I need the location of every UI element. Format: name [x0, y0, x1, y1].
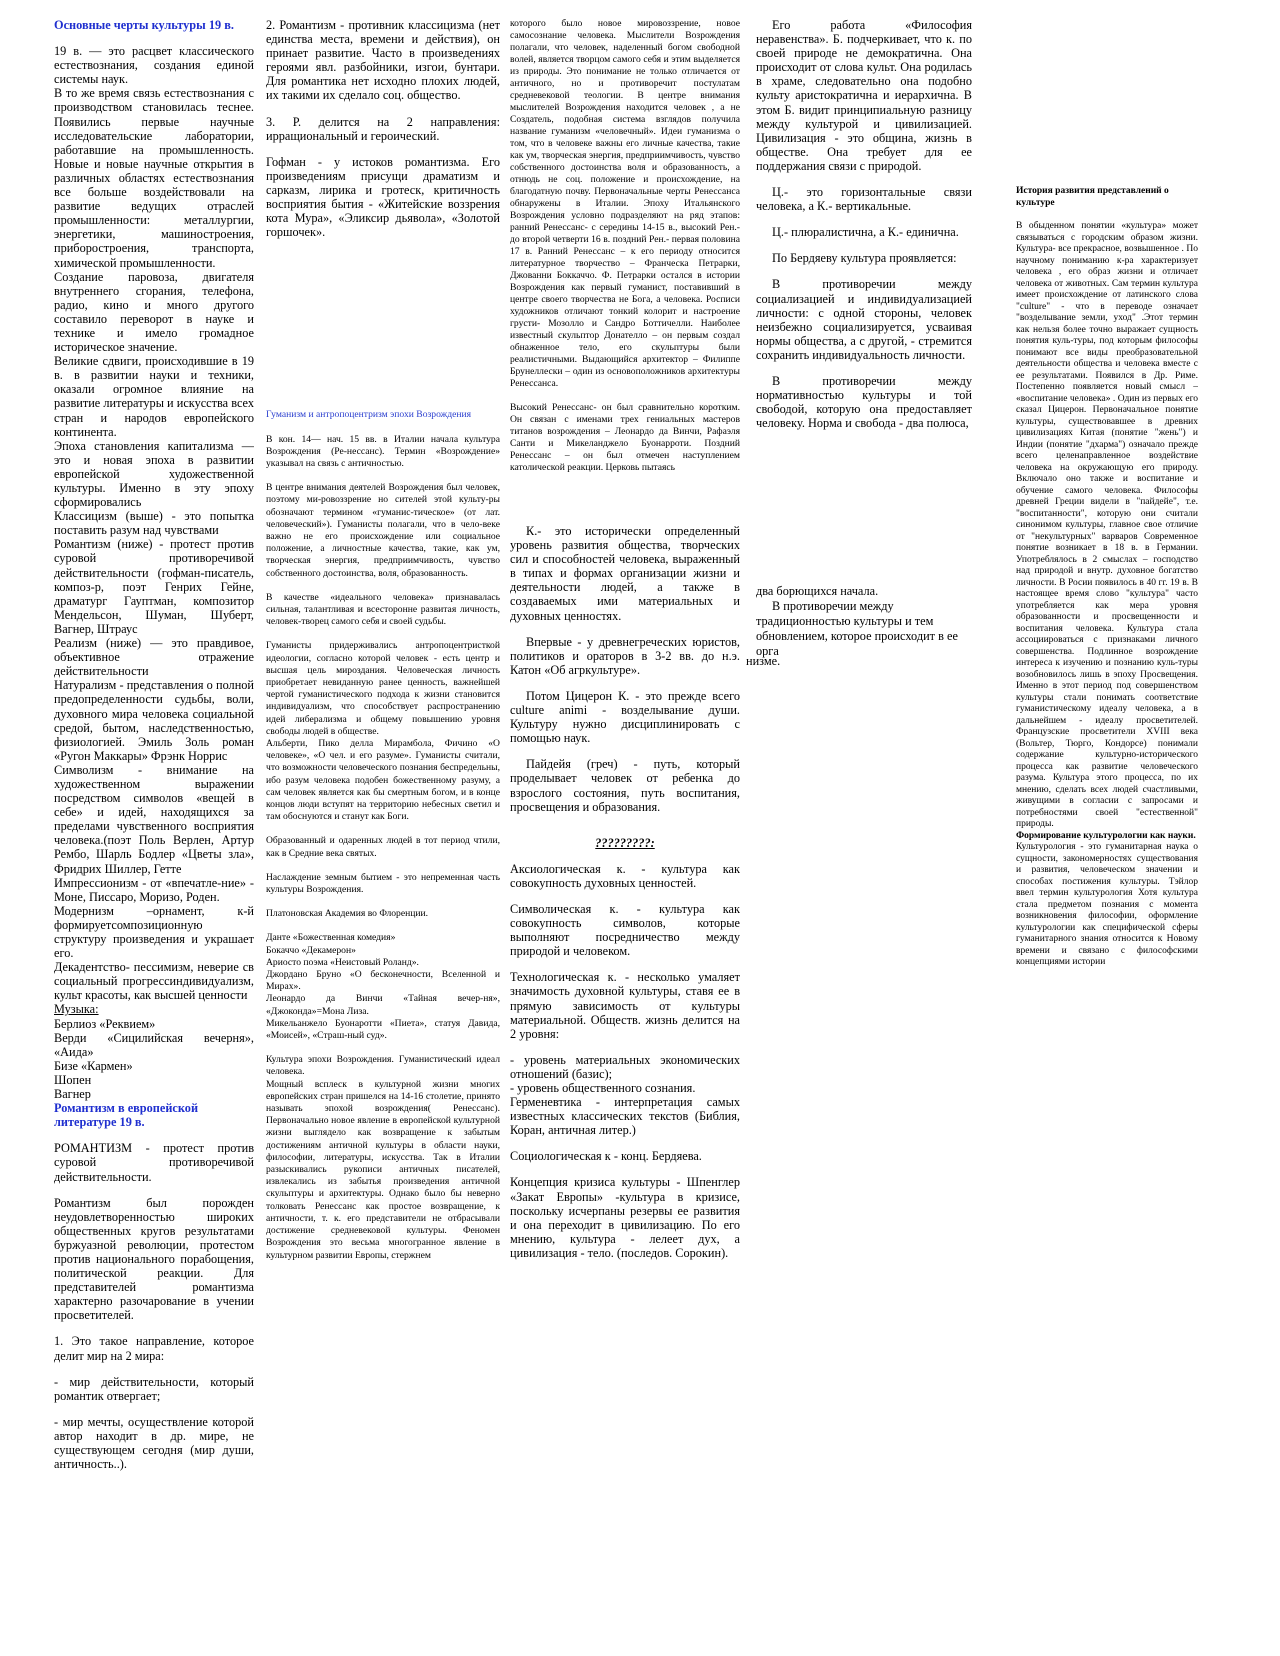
paragraph: - мир действительности, который романтик отвергает;: [54, 1374, 254, 1403]
paragraph: В то же время связь естествознания с производством становилась теснее. Появились первые научные исследовательские лаборатории, работавшие на промышленность. Новые и новые научные открытия в различных областях естествознания все больше воздействовали на развитие ведущих отраслей промышленности: металлургии, энергетики, машиностроения, приборостроения, транспорта, химической промышленности.: [54, 86, 254, 270]
list-item: Данте «Божественная комедия»: [266, 932, 396, 944]
section-title: Гуманизм и антропоцентризм эпохи Возрождения: [266, 409, 472, 421]
paragraph: По Бердяеву культура проявляется:: [772, 251, 957, 266]
music-label: Музыка:: [54, 1002, 99, 1017]
paragraph: Ц.- плюралистична, а К.- единична.: [772, 225, 959, 240]
paragraph: Концепция кризиса культуры - Шпенглер «Закат Европы» -культура в кризисе, поскольку исчерпаны резервы ее развития и она переходит в цивилизацию. По его мнению, культура - лелеет дух, а цивилизация - тело. (последов. Сорокин).: [510, 1175, 740, 1260]
paragraph: - уровень материальных экономических отношений (базис);: [510, 1052, 740, 1081]
column-3: [510, 18, 740, 1548]
paragraph: В противоречии между социализацией и индивидуализацией личности: с одной стороны, человек неизбежно социализируется, усваивая нормы общества, а с другой, - стремится сохранить индивидуальность личности.: [756, 277, 972, 362]
paragraph: В противоречии между традиционностью культуры и тем обновлением, которое происходит в ее орга: [756, 599, 958, 658]
paragraph: В обыденном понятии «культура» может связываться с городским образом жизни. Культура- все прекрасное, возвышенное . По научному пониманию к-ра характеризует человека , его образ жизни и отличает человека от животных. Сам термин культура имеет происхождение от латинского слова "culture" - что в переводе означает "возделывание земли, уход" .Этот термин как нельзя более точно выражает сущность понятия куль-туры, под которым философы понимают все виды преобразовательной деятельности общества и человека вместе с ее результатами. Появился в Др. Риме. Постепенно появляется новый смысл – «воспитание человека» . Один из первых его сказал Цицерон. Первоначальное понятие культуры, существовавшее в древних цивилизациях Китая (понятие "жень") и Индии (понятие "дхарма") означало прежде всего целенаправленное воздействие человека на окружающую его природу. Включало оно также и воспитание и обучение самого человека. Философы древней Греции видели в "пайдейе", т.е. "воспитанности", которую они считали синонимом культуры, главное свое отличие от "некультурных" варваров Современное понятие возникает в 18 в. в Германии. Употреблялось в 2 смыслах – господство над природой и внутр. духовное богатство личности. В Росии появилось в 40 гг. 19 в. В настоящее время слово "культура" часто употребляется как мера уровня образованности и просвещенности и воспитания человека. Культура стала ассоциироваться с признаками личного совершенства. Подлинное возрождение интереса к изучению и познанию куль-туры возобновилось лишь в эпоху Просвещения. Именно в этот период под совершенством культуры стали понимать соответствие гуманистическому идеалу человека, а в дальнейшем - идеалу просветителей. Французские просветители XVIII века (Вольтер, Тюрго, Кондорсе) понимали содержание культурно-исторического процесса как развитие человеческого разума. Культура этого процесса, по их мнению, сделать всех людей счастливыми, живущими в согласии с запросами и потребностями своей "естественной" природы.: [1016, 221, 1198, 829]
paragraph: Аксиологическая к. - культура как совокупность духовных ценностей.: [510, 861, 740, 890]
paragraph: К.- это исторически определенный уровень развития общества, творческих сил и способностей человека, выраженный в типах и формах организации жизни и деятельности людей, а также в создаваемых ими материальных и духовных ценностях.: [510, 524, 740, 623]
paragraph: Великие сдвиги, происходившие в 19 в. в развитии науки и техники, оказали огромное влияние на развитие литературы и искусства всех стран и народов европейского континента.: [54, 354, 254, 439]
column-5: [1016, 186, 1198, 1086]
paragraph: Гофман - у истоков романтизма. Его произведениям присущи драматизм и сарказм, лирика и гротеск, критичность восприятия бытия - «Житейские воззрения кота Мура», «Эликсир дьявола», «Золотой горшочек».: [266, 154, 500, 240]
term-classicism: Классицизм (выше) - это попытка поставить разум над чувствами: [54, 509, 254, 538]
paragraph: [756, 584, 956, 659]
paragraph: Мощный всплеск в культурной жизни многих европейских стран пришелся на 14-16 столетие, принято называть эпохой возрождения( Ренессанс). Первоначально новое явление в европейской культурной жизни выглядело как возвращение к забытым достижениям античной культуры в области науки, философии, литературы, искусства. Так в Италии разыскивались рукописи античных писателей, извлекались из забытья произведения античной скульптуры и архитектуры. Однако было бы неверно толковать Ренессанс как простое возвращение, к античности, т. к. его представители не отбрасывали достижение средневековой культуры. Феномен Возрождения это весьма многогранное явление в культурном развитии Европы, стержнем: [266, 1078, 500, 1261]
paragraph: 1. Это такое направление, которое делит мир на 2 мира:: [54, 1334, 254, 1363]
term-naturalism: Натурализм - представления о полной предопределенности судьбы, воли, духовного мира человека социальной средой, бытом, наследственностью, физиологией. Эмиль Золь роман «Ругон Маккары» Фрэнк Норрис: [54, 678, 254, 763]
paragraph: Герменевтика - интерпретация самых известных классических текстов (Библия, Коран, античная литер.): [510, 1095, 740, 1138]
paragraph: Его работа «Философия неравенства». Б. подчеркивает, что к. по своей природе не демократична. Она происходит от слова культ. Она родилась в храме, следовательно она подобно культу аристократична и иерархична. В этом Б. видит принципиальную разницу между культурой и цивилизацией. Цивилизация - это община, жизнь в обществе. Она требует для ее поддержания связи с природой.: [756, 18, 972, 173]
term-realism: Реализм (ниже) — это правдивое, объективное отражение действительности: [54, 636, 254, 679]
paragraph: Культурология - это гуманитарная наука о сущности, закономерностях существования и развития, человеческом значении и способах постижения культуры. Тэйлор ввел термин культурология Хотя культура стала предметом познания с момента возникновения философии, оформление культурологии как специфической сферы гуманитарного знания относится к Новому времени и связано с философскими концепциями истории: [1016, 842, 1198, 967]
list-item: Верди «Сицилийская вечерня», «Аида»: [54, 1030, 254, 1059]
column-1: [54, 18, 254, 1508]
paragraph: Создание паровоза, двигателя внутреннего сгорания, телефона, радио, кино и много другого составило переворот в науке и технике и имело громадное историческое значение.: [54, 269, 254, 355]
paragraph: Эпоха становления капитализма — это и новая эпоха в развитии европейской художественной культуры. Именно в эту эпоху сформировались: [54, 438, 254, 510]
list-item: Бизе «Кармен»: [54, 1058, 133, 1073]
paragraph: 19 в. — это расцвет классического естествознания, создания единой системы наук.: [54, 44, 254, 87]
paragraph: которого было новое мировоззрение, новое самосознание человека. Мыслители Возрождения полагали, что человек, наделенный богом свободной волей, является творцом самого себя и этим выделяется из природы. Это понимание не только отличается от античного, но и противоречит постулатам средневековой теологии. В центре внимания мыслителей Возрождения находится человек , а не Создатель, подобная система взглядов получила название гуманизм «человечный». Идеи гуманизма о том, что в человеке важны его личные качества, такие как ум, творческая энергия, предприимчивость, чувство собственного достоинства воля и образованность, а отнюдь не соц. положение и происхождение, на благодатную почву. Первоначальные черты Ренессанса обнаружены в Италии. Эпоху Итальянского Возрождения условно подразделяют на ряд этапов: ранний Ренессанс- с середины 14-15 в., высокий Рен.- до второй четверти 16 в. поздний Рен.- первая половина 17 в. Ранний Ренессанс – к его периоду относится литературное творчество – Франческа Петрарки, Джованни Боккаччо. Ф. Петрарки остался в истории Возрождения как первый гуманист, поставивший в центре своего творчества не Бога, а человека. Росписи художников отличают тонкий колорит и настроение грусти- Мозолло и Сандро Боттичелли. Наиболее известный скульптор Донателло – он первым создал обнаженное тело, его скульптуры были реалистичными. Выдающийся архитектор – Филиппе Брунеллески – один из основоположников архитектуры Ренессанса.: [510, 18, 740, 389]
paragraph: Наслаждение земным бытием - это непременная часть культуры Возрождения.: [266, 871, 500, 896]
paragraph: В противоречии между нормативностью культуры и той свободой, которую она предоставляет человеку. Норма и свобода - два полюса,: [756, 373, 972, 431]
paragraph: 3. Р. делится на 2 направления: ирращиональный и героический.: [266, 114, 500, 143]
paragraph: Символическая к. - культура как совокупность символов, которые выполняют посредничество между природой и человеком.: [510, 901, 740, 959]
paragraph: Платоновская Академия во Флоренции.: [266, 908, 429, 920]
list-item: Бокаччо «Декамерон»: [266, 944, 356, 956]
line: низме.: [746, 654, 781, 668]
list-item: Джордано Бруно «О бесконечности, Вселенной и Мирах».: [266, 969, 500, 993]
paragraph: Пайдейя (греч) - путь, который проделывает человек от ребенка до взрослого состояния, путь воспитания, просвещения и образования.: [510, 757, 740, 814]
paragraph: Культура эпохи Возрождения. Гуманистический идеал человека.: [266, 1054, 500, 1078]
paragraph: Потом Цицерон К. - это прежде всего culture animi - возделывание души. Культуру нужно дисциплинировать с помощью наук.: [510, 688, 740, 746]
paragraph: Гуманисты придерживались антропоцентристкой идеологии, согласно которой человек - есть центр и высшая цель мироздания. Человеческая личность приобретает невиданную ранее ценность, важнейшей чертой гуманистического подхода к жизни становится индивидуализм, что способствует распространению идей либерализма и общему повышению уровня свободы людей в обществе.: [266, 640, 500, 737]
paragraph: Высокий Ренессанс- он был сравнительно коротким. Он связан с именами трех гениальных мастеров титанов возрождения – Леонардо да Винчи, Рафаэля Санти и Микеланджело Буонарроти. Поздний Ренессанс – он был отмечен наступлением католической реакции. Церковь пытаясь: [510, 402, 740, 473]
list-item: Шопен: [54, 1072, 92, 1087]
term-symbolism: Символизм - внимание на художественном выражении посредством символов «вещей в себе» и идей, находящихся за пределами чувственного восприятия человека.(поэт Поль Верлен, Артур Рембо, Шарль Бодлер «Цветы зла», Фридрих Шиллер, Гетте: [54, 762, 254, 876]
paragraph: - мир мечты, осуществление которой автор находит в др. мире, не существующем сегодня (мир души, античность..).: [54, 1414, 254, 1472]
paragraph: В кон. 14— нач. 15 вв. в Италии начала культура Возрождения (Ре-нессанс). Термин «Возрождение» указывал на связь с античностью.: [266, 433, 500, 469]
paragraph: - уровень общественного сознания.: [510, 1081, 696, 1095]
section-title: Романтизм в европейской литературе 19 в.: [54, 1101, 199, 1130]
term-decadence: Декадентство- пессимизм, неверие св социальный прогрессиндивидуализм, культ красоты, как высшей ценности: [54, 960, 254, 1003]
music-list: [54, 1017, 254, 1102]
term-romanticism: Романтизм (ниже) - протест против суровой противоречивой действительности (гофман-писатель, композ-р, поэт Генрих Гейне, драматург Гауптман, композитор Мендельсон, Шуман, Шуберт, Вагнер, Штраус: [54, 537, 254, 636]
section-title: Формирование культурологии как науки.: [1016, 830, 1196, 841]
section-title: ?????????:: [595, 835, 655, 850]
paragraph: Альберти, Пико делла Мирамбола, Фичино «О человеке», «О чел. и его разуме». Гуманисты считали, что возможности человеческого познания беспредельны, ибо разум человека подобен божественному разуму, а сам человек является как бы смертным богом, и в конце концов люди вступят на территорию небесных светил и там обоснуются и станут как Боги.: [266, 737, 500, 823]
list-item: Микельанжело Буонаротти «Пиета», статуя Давида, «Моисей», «Страш-ный суд».: [266, 1017, 500, 1042]
paragraph: В центре внимания деятелей Возрождения был человек, поэтому ми-ровоззрение но сителей этой культу-ры обозначают термином «гуманис-тическое» (от лат. человеческий»). Гуманисты полагали, что в чело-веке важно не его происхождение или социальное положение, а личностные качества, такие, как ум, творческая энергия, предприимчивость, чувство собственного достоинства, воля, образованность.: [266, 482, 500, 579]
list-item: Вагнер: [54, 1087, 91, 1102]
list-item: Ариосто поэма «Неистовый Роланд».: [266, 956, 419, 968]
paragraph: Впервые - у древнегреческих юристов, политиков и ораторов в 3-2 вв. до н.э. Катон «Об агркультуре».: [510, 634, 740, 677]
paragraph: 2. Романтизм - противник классицизма (нет единства места, времени и действия), он принает развитие. Часто в произведениях героями явл. разбойники, изгои, бунтари. Для романтика нет исходно плохих людей, их такими их сделало соц. общество.: [266, 18, 500, 103]
term-modernism: Модернизм –орнамент, к-й формируетсомпозиционную структуру произведения и украшает его.: [54, 903, 254, 961]
paragraph: Романтизм был порожден неудовлетворенностью широких общественных кругов результатами буржуазной революции, протестом против национального порабощения, политической реакции. Для представителей романтизма характерно разочарование в учении просветителей.: [54, 1195, 254, 1323]
paragraph: Технологическая к. - несколько умаляет значимость духовной культуры, ставя ее в прямую зависимость от культуры материальной. Обществ. жизнь делится на 2 уровня:: [510, 970, 740, 1041]
works-list: [266, 932, 500, 1042]
paragraph: Ц.- это горизонтальные связи человека, а К.- вертикальные.: [756, 185, 972, 214]
line: два борющихся начала.: [756, 584, 879, 598]
paragraph: Социологическая к - конц. Бердяева.: [510, 1149, 702, 1164]
paragraph: РОМАНТИЗМ - протест против суровой противоречивой действительности.: [54, 1141, 254, 1184]
paragraph: В качестве «идеального человека» признавалась сильная, талантливая и всесторонне развитая личность, человек-творец самого себя и своей судьбы.: [266, 591, 500, 628]
list-item: Леонардо да Винчи «Тайная вечер-ня», «Джоконда»=Мона Лиза.: [266, 993, 500, 1017]
section-title: История развития представлений о культуре: [1016, 186, 1169, 208]
paragraph: Образованный и одаренных людей в тот период чтили, как в Средние века святых.: [266, 835, 500, 859]
term-impressionism: Импрессионизм - от «впечатле-ние» - Моне, Писсаро, Моризо, Роден.: [54, 875, 254, 904]
column-2: [266, 18, 500, 1548]
list-item: Берлиоз «Реквием»: [54, 1016, 156, 1031]
doc-title: Основные черты культуры 19 в.: [54, 18, 234, 32]
